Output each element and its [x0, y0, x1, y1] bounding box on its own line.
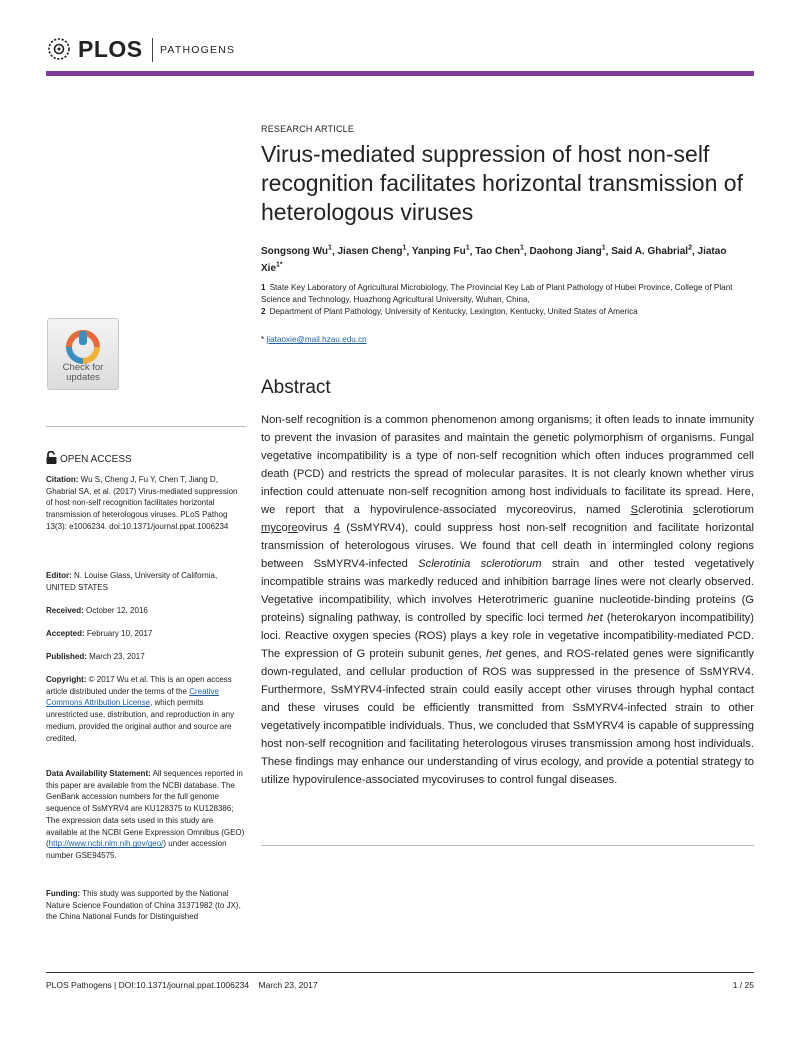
- author: Jiasen Cheng$^1$: [337, 245, 407, 258]
- check-updates-label: Check for updates: [62, 362, 104, 383]
- divider: [261, 845, 754, 846]
- author: Jiatao Xie$^{1*}$: [261, 246, 727, 274]
- published-date: Published: March 23, 2017: [46, 652, 145, 661]
- plos-logo-icon: [46, 36, 72, 62]
- editor: Editor: N. Louise Glass, University of California, UNITED STATES: [46, 571, 218, 592]
- received-date: Received: October 12, 2016: [46, 606, 148, 615]
- author: Said A. Ghabrial$^2$: [611, 245, 692, 258]
- citation: Citation: Wu S, Cheng J, Fu Y, Chen T, Jiang D, Ghabrial SA, et al. (2017) Virus-mediated suppression of host non-self recognition facilitates horizontal transmission of heterologous viruses. PLoS Pathog 13(3): e1006234. doi:10.1371/journal.ppat.1006234: [46, 475, 238, 531]
- copyright: Copyright: © 2017 Wu et al. This is an open access article distributed under the terms of the Creative Commons Attribution License, which permits unrestricted use, distribution, and reproduction in any medium, provided the original author and source are credited.: [46, 675, 235, 743]
- funding: Funding: This study was supported by the National Nature Science Foundation of China 31371982 (to JX), the China National Funds for Distinguished: [46, 889, 241, 922]
- open-access: OPEN ACCESS: [46, 451, 132, 465]
- corresponding-email: * jiataoxie@mail.hzau.edu.cn: [261, 335, 367, 344]
- affiliations: [261, 282, 751, 318]
- affiliation: 1 State Key Laboratory of Agricultural Microbiology, The Provincial Key Lab of Plant Pathology of Hubei Province, College of Plant Science and Technology, Huazhong Agricultural University, Wuhan, China,: [261, 283, 733, 304]
- license-link[interactable]: Creative Commons Attribution License: [46, 686, 219, 708]
- plos-logo-text: PLOS: [78, 36, 143, 62]
- article-title: Virus-mediated suppression of host non-self recognition facilitates horizontal transmission of heterologous viruses: [261, 141, 743, 225]
- accepted-date: Accepted: February 10, 2017: [46, 629, 153, 638]
- footer-rule: [46, 972, 754, 973]
- author-list: Songsong Wu$^1$, Jiasen Cheng$^1$, Yanping Fu$^1$, Tao Chen$^1$, Daohong Jiang$^1$, Said A. Ghabrial$^2$, Jiatao Xie$^{1*}$: [261, 245, 727, 274]
- email-link[interactable]: jiataoxie@mail.hzau.edu.cn: [266, 335, 367, 344]
- abstract-heading: Abstract: [261, 377, 331, 398]
- logo-separator: [152, 38, 153, 62]
- check-for-updates-badge[interactable]: [47, 318, 119, 390]
- author: Tao Chen$^1$: [475, 245, 524, 258]
- journal-name: PATHOGENS: [160, 44, 236, 56]
- data-availability: Data Availability Statement: All sequences reported in this paper are available from the NCBI database. The GenBank accession numbers for the full genome sequence of SsMYRV4 are KU128375 to KU128386; The expression data sets used in this study are available at the NCBI Gene Expression Omnibus (GEO) (http://www.ncbi.nlm.nih.gov/geo/) under accession number GSE94575.: [46, 769, 245, 860]
- divider: [46, 426, 246, 427]
- check-updates-icon: [61, 325, 105, 365]
- author: Yanping Fu$^1$: [411, 245, 470, 258]
- footer-citation: PLOS Pathogens | DOI:10.1371/journal.ppat.1006234 March 23, 2017: [46, 980, 318, 990]
- author: Songsong Wu$^1$: [261, 245, 332, 258]
- author: Daohong Jiang$^1$: [529, 245, 606, 258]
- open-lock-icon: [46, 451, 57, 464]
- geo-link[interactable]: http://www.ncbi.nlm.nih.gov/geo/: [48, 839, 164, 849]
- affiliation: 2 Department of Plant Pathology, University of Kentucky, Lexington, Kentucky, United States of America: [261, 307, 638, 316]
- article-type: RESEARCH ARTICLE: [261, 124, 355, 134]
- header-rule: [46, 71, 754, 76]
- page-number: 1 / 25: [732, 980, 754, 990]
- abstract-text: Non-self recognition is a common phenomenon among organisms; it often leads to innate immunity to prevent the invasion of parasites and maintain the genetic polymorphism of organisms. Fungal vegetative incompatibility is a type of non-self recognition which often induces programmed cell death (PCD) and restricts the spread of molecular parasites. It is not clearly known whether virus infection could attenuate non-self recognition among host individuals to facilitate its spread. Here, we report that a hypovirulence-associated mycoreovirus, named Sclerotinia sclerotiorum mycoreovirus 4 (SsMYRV4), could suppress host non-self recognition and facilitate horizontal transmission of heterologous viruses. We found that cell death in intermingled colony regions between SsMYRV4-infected Sclerotinia sclerotiorum strain and other tested vegetatively incompatible strains was markedly reduced and inhibition barrage lines were not clearly observed. Vegetative incompatibility, which involves Heterotrimeric guanine nucleotide-binding proteins (G proteins) signaling pathway, is controlled by specific loci termed het (heterokaryon incompatibility) loci. Reactive oxygen species (ROS) plays a key role in vegetative incompatibility-mediated PCD. The expression of G protein subunit genes, het genes, and ROS-related genes were significantly down-regulated, and cellular production of ROS was suppressed in the presence of SsMYRV4. Furthermore, SsMYRV4-infected strain could easily accept other viruses through hyphal contact and these viruses could be efficiently transmitted from SsMYRV4-infected strain to other vegetatively incompatible individuals. Thus, we concluded that SsMYRV4 is capable of suppressing host non-self recognition and facilitating heterologous viruses transmission among host individuals. These findings may enhance our understanding of virus ecology, and provide a potential strategy to utilize hypovirulence-associated mycoviruses to control fungal diseases.: [261, 414, 755, 786]
